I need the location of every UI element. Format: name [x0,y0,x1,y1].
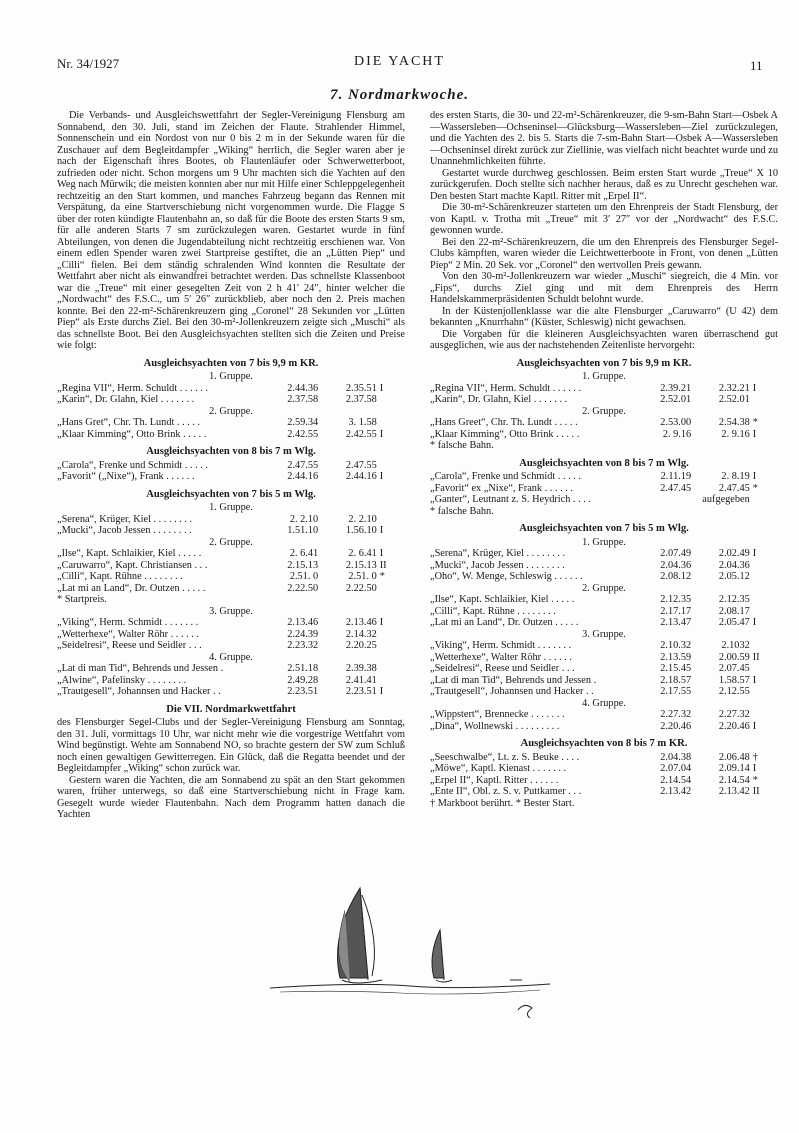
corrected-time: 2.05.47 [718,617,750,628]
sailed-time: 2.15.45 [660,663,692,674]
corrected-time: 2.37.58 [345,394,377,405]
sailed-time: 2.13.59 [660,651,692,663]
yacht-name: „Carola“, Frenke und Schmidt . . . . . [57,459,208,471]
group-label: 3. Gruppe. [582,628,626,640]
sailed-time: 2.44.36 [287,382,319,394]
sailed-time: 2.47.55 [287,459,319,471]
table-row [430,721,778,733]
place-mark: I [379,686,384,697]
yacht-name: „Ilse“, Kapt. Schlaikier, Kiel . . . . . [57,548,202,559]
corrected-time: 2.54.38 [718,417,750,428]
yacht-name: „Lat mi an Land“, Dr. Outzen . . . . . [57,582,206,594]
corrected-time: 2. 2.10 [348,513,377,525]
note-row [430,798,778,810]
results-heading: Ausgleichsyachten von 8 bis 7 m Wlg. [146,446,316,457]
yacht-name: „Karin“, Dr. Glahn, Kiel . . . . . . . [57,394,195,405]
note-row [57,594,405,606]
group-label: 2. Gruppe. [209,536,253,548]
corrected-time: 2.22.50 [345,582,377,594]
table-row [430,606,778,618]
corrected-time: 2.44.16 [345,471,377,482]
sailed-time: 2.24.39 [287,628,319,640]
corrected-time: 2.04.36 [718,559,750,571]
hull-1 [342,980,382,983]
table-row [57,394,405,406]
place-mark [380,640,405,652]
sailed-time: 2.51. 0 [289,571,319,582]
yacht-name: „Lat mi an Land“, Dr. Outzen . . . . . [430,617,579,628]
corrected-time: 2.23.51 [345,686,377,697]
group-label: 3. Gruppe. [209,605,253,617]
paragraph: Gestartet wurde durchweg geschlossen. Beim ersten Start wurde „Treue“ X 10 zurückgerufen. Doch stellte sich nachher heraus, daß es zu Unrecht geschehen war. Den besten Start machte Kaptl. Ritter mit „Erpel II“. [430,167,778,202]
place-mark: * [752,417,758,428]
yacht-name: „Viking“, Herm. Schmidt . . . . . . . [430,640,572,651]
paragraph: Gestern waren die Yachten, die am Sonnabend zu spät an den Start gekommen waren, früher unterwegs, so daß eine Startverschiebung nicht in Frage kam. Gesegelt wurde wieder Flautenbahn. Nach dem Programm hatten danach die Yachten [57,774,405,820]
sailed-time: 2.07.49 [660,548,692,559]
place-mark [753,606,778,618]
place-mark [753,571,778,583]
sailed-time: 2.13.42 [660,786,692,797]
group-label: 2. Gruppe. [582,405,626,417]
results-table [430,371,778,452]
yacht-name: „Cilli“, Kapt. Rühne . . . . . . . . [430,605,556,617]
corrected-time: 2. 6.41 [348,548,377,559]
place-mark [753,394,778,406]
sailed-time: 2.12.35 [660,594,692,605]
place-mark: * [752,482,758,494]
issue-number: Nr. 34/1927 [57,56,120,71]
sailed-time: 2.04.38 [660,751,692,763]
sailed-time: 2.49.28 [287,674,319,686]
place-mark [753,494,778,506]
corrected-time: 2.02.49 [718,548,750,559]
place-mark: I [752,428,757,440]
corrected-time: 2.20.25 [345,640,377,651]
sailed-time: 2.07.04 [660,763,692,774]
place-mark [380,417,405,429]
yacht-name: „Viking“, Herm. Schmidt . . . . . . . [57,617,199,628]
paragraph: In der Küstenjollenklasse war die alte Flensburger „Caruwarro“ (U 42) dem bekannten „Knurrhahn“ (Küster, Schleswig) nicht gewachsen. [430,305,778,328]
footnote: * falsche Bahn. [430,505,494,517]
table-row [57,514,405,526]
sailed-time: 2.59.34 [287,417,319,428]
place-mark: I [379,428,384,440]
place-mark: I [752,548,757,559]
results-table [430,752,778,810]
corrected-time: 2.35.51 [345,382,377,394]
yacht-name: „Ganter“, Leutnant z. S. Heydrich . . . . [430,494,591,505]
paragraph: des Flensburger Segel-Clubs und der Segler-Vereinigung Flensburg am Sonntag, den 31. Juli, vormittags 10 Uhr, war nicht mehr wie die vorgestrige Wettfahrt vom Wind begünstigt. Wehte am Sonnabend NO, so brachte gestern der SW zum Schluß noch einen gewaltigen Gewitterregen. Ein Glück, daß die Regatta beendet und der Begleitdampfer „Wiking“ schon zurück war. [57,717,405,774]
place-mark: * [752,774,758,786]
artist-signature [518,1005,532,1018]
results-table [430,537,778,733]
place-mark [380,394,405,406]
place-mark: I [379,548,384,559]
table-row [430,640,778,652]
sailed-time: 2.52.01 [660,394,692,405]
table-row [430,594,778,606]
group-row [430,583,778,595]
article-title: 7. Nordmarkwoche. [329,87,470,103]
place-mark: II [752,786,760,797]
results-heading: Ausgleichsyachten von 8 bis 7 m KR. [520,738,688,749]
paragraph: Die Vorgaben für die kleineren Ausgleichsyachten waren überraschend gut ausgeglichen, wie aus der nachstehenden Zeitenliste hervorgeht: [430,328,778,351]
table-row [57,548,405,560]
corrected-time: 3. 1.58 [348,417,377,428]
sailed-time: 2.18.57 [660,674,692,686]
yacht-name: „Mucki“, Jacob Jessen . . . . . . . . [430,559,565,571]
corrected-time: aufgegeben [702,494,750,505]
yacht-name: „Serena“, Krüger, Kiel . . . . . . . . [57,513,193,525]
magazine-title: DIE YACHT [354,54,445,69]
sailed-time: 2.20.46 [660,720,692,732]
yacht-name: „Ilse“, Kapt. Schlaikier, Kiel . . . . . [430,594,575,605]
corrected-time: 2.08.17 [718,605,750,617]
place-mark: I [379,617,384,628]
yacht-name: „Lat di man Tid“, Behrends und Jessen . [430,674,597,686]
corrected-time: 2.1032 [721,640,750,651]
sailed-time: 2. 9.16 [662,428,692,440]
yacht-name: „Wetterhexe“, Walter Röhr . . . . . . [430,651,572,663]
corrected-time: 2.32.21 [718,382,750,394]
sailboat-sketch [260,880,560,1020]
sailed-time: 2.27.32 [660,709,692,720]
yacht-name: „Caruwarro“, Kapt. Christiansen . . . [57,559,208,571]
sailed-time: 2.51.18 [287,663,319,674]
yacht-name: „Seidelresi“, Reese und Seidler . . . [430,663,575,674]
left-column [57,110,405,821]
corrected-time: 2.13.46 [345,617,377,628]
table-row [57,560,405,572]
corrected-time: 2.06.48 [718,751,750,763]
corrected-time: 2.12.35 [718,594,750,605]
footnote: † Markboot berührt. * Bester Start. [430,797,575,809]
sailed-time: 2. 6.41 [289,548,319,559]
page-number: 11 [750,58,763,73]
corrected-time: 2.12.55 [718,686,750,697]
footnote: * Startpreis. [57,594,107,605]
table-row [430,560,778,572]
yacht-name: „Trautgesell“, Johannsen und Hacker . . [57,686,221,697]
yacht-name: „Seeschwalbe“, Lt. z. S. Beuke . . . . [430,751,580,763]
table-row [57,617,405,629]
group-row [430,537,778,549]
place-mark: I [379,382,384,394]
corrected-time: 2.14.32 [345,628,377,640]
group-label: 1. Gruppe. [209,502,253,513]
table-row [430,763,778,775]
right-column [430,110,778,809]
sailed-time: 2.47.45 [660,482,692,494]
table-row [430,429,778,441]
table-row [430,663,778,675]
yacht-name: „Hans Gret“, Chr. Th. Lundt . . . . . [57,417,201,428]
corrected-time: 2.47.55 [345,459,377,471]
group-row [57,406,405,418]
group-row [57,606,405,618]
sailed-time: 2.13.47 [660,617,692,628]
place-mark: I [752,617,757,628]
sailed-time: 2.44.16 [287,471,319,482]
sailed-time: 2.13.46 [287,617,319,628]
sailed-time: 2.04.36 [660,559,692,571]
yacht-name: „Wippstert“, Brennecke . . . . . . . [430,709,565,720]
yacht-name: „Lat di man Tid“, Behrends und Jessen . [57,663,224,674]
table-row [430,483,778,495]
place-mark [753,686,778,698]
place-mark: I [379,525,384,536]
place-mark [380,629,405,641]
corrected-time: 2. 8.19 [721,471,750,482]
sailed-time: 2.39.21 [660,382,692,394]
paragraph: Von den 30-m²-Jollenkreuzern war wieder „Muschi“ siegreich, die 4 Min. vor „Fips“, durchs Ziel ging und mit dem Ehrenpreis des Herrn Handelskammerpräsidenten Schuldt belohnt wurde. [430,271,778,305]
sailed-time: 2.17.55 [660,686,692,697]
corrected-time: 2.15.13 [345,559,377,571]
yacht-name: „Dina“, Wollnewski . . . . . . . . . [430,720,560,732]
table-row [57,571,405,583]
group-label: 2. Gruppe. [582,582,626,594]
place-mark: I [752,471,757,482]
results-table [57,502,405,698]
table-row [430,652,778,664]
sailed-time: 2.08.12 [660,571,692,582]
table-row [430,686,778,698]
sailed-time: 2.14.54 [660,774,692,786]
table-row [57,417,405,429]
corrected-time: 2.41.41 [345,674,377,686]
table-row [430,752,778,764]
group-row [57,537,405,549]
table-row [430,471,778,483]
place-mark: I [752,720,757,732]
table-row [57,583,405,595]
corrected-time: 2.27.32 [718,709,750,720]
yacht-name: „Karin“, Dr. Glahn, Kiel . . . . . . . [430,394,568,405]
table-row [57,686,405,698]
place-mark: II [752,651,760,663]
group-row [57,502,405,514]
group-row [57,371,405,383]
place-mark [753,663,778,675]
sub-heading: Die VII. Nordmarkwettfahrt [166,703,296,715]
table-row [430,709,778,721]
corrected-time: 2.52.01 [718,394,750,405]
sailed-time: 2.23.32 [287,640,319,651]
results-heading: Ausgleichsyachten von 7 bis 9,9 m KR. [516,357,692,369]
place-mark [380,514,405,526]
sailed-time: 2.15.13 [287,559,319,571]
place-mark [753,594,778,606]
table-row [57,525,405,537]
corrected-time: 2.14.54 [718,774,750,786]
group-label: 1. Gruppe. [582,536,626,548]
yacht-name: „Trautgesell“, Johannsen und Hacker . . [430,686,594,697]
place-mark [753,560,778,572]
yacht-name: „Alwine“, Pafelinsky . . . . . . . . [57,674,187,686]
yacht-name: „Oho“, W. Menge, Schleswig . . . . . . [430,571,583,582]
group-row [430,698,778,710]
yacht-name: „Erpel II“, Kaptl. Ritter . . . . . . [430,774,559,786]
results-table [57,371,405,440]
yacht-name: „Regina VII“, Herm. Schuldt . . . . . . [430,382,582,394]
table-row [57,471,405,483]
sailed-time: 2. 2.10 [289,513,319,525]
place-mark: † [752,751,758,763]
group-label: 4. Gruppe. [209,651,253,663]
table-row [430,775,778,787]
table-row [430,617,778,629]
group-label: 1. Gruppe. [209,371,253,382]
place-mark [753,640,778,652]
yacht-name: „Ente II“, Obl. z. S. v. Puttkamer . . . [430,786,582,797]
group-row [430,371,778,383]
results-heading: Ausgleichsyachten von 7 bis 5 m Wlg. [146,488,316,500]
place-mark [380,583,405,595]
table-row [430,548,778,560]
yacht-name: „Seidelresi“, Reese und Seidler . . . [57,640,202,651]
yacht-name: „Mucki“, Jacob Jessen . . . . . . . . [57,525,192,536]
place-mark: II [379,559,387,571]
yacht-name: „Cilli“, Kapt. Rühne . . . . . . . . [57,571,183,582]
group-label: 1. Gruppe. [582,371,626,382]
yacht-name: „Serena“, Krüger, Kiel . . . . . . . . [430,548,566,559]
table-row [57,663,405,675]
place-mark: I [752,382,757,394]
corrected-time: 2.09.14 [718,763,750,774]
corrected-time: 2.05.12 [718,571,750,582]
sailed-time: 1.51.10 [287,525,319,536]
sailed-time: 2.17.17 [660,605,692,617]
mainsail-2 [432,930,444,978]
sailed-time: 2.37.58 [287,394,319,405]
sailed-time: 2.53.00 [660,417,692,428]
corrected-time: 2. 9.16 [721,428,750,440]
table-row [430,417,778,429]
corrected-time: 1.56.10 [345,525,377,536]
corrected-time: 2.13.42 [718,786,750,797]
yacht-name: „Klaar Kimming“, Otto Brink . . . . . [57,428,207,440]
group-label: 2. Gruppe. [209,405,253,417]
corrected-time: 1.58.57 [718,674,750,686]
place-mark: I [379,471,384,482]
place-mark: I [752,674,757,686]
horizon-line [270,984,550,988]
group-row [430,629,778,641]
paragraph: Die 30-m²-Schärenkreuzer starteten um den Ehrenpreis der Stadt Flensburg, der von Kaptl. v. Trotha mit „Treue“ mit 3′ 27″ vor der „Nordwacht“ des F.S.C. gewonnen wurde. [430,202,778,236]
place-mark [380,675,405,687]
group-row [430,406,778,418]
table-row [57,383,405,395]
paragraph: des ersten Starts, die 30- und 22-m²-Schärenkreuzer, die 9-sm-Bahn Start—Osbek A—Wassersleben—Ochseninsel—Glücksburg—Wassersleben—Ziel zurückzulegen, und die Yachten des 2. bis 5. Starts die 7-sm-Bahn Start—Osbek A—Wassersleben—Ochseninsel direkt zurück zur Ziellinie, was vielfach nicht beachtet wurde und zu Unannehmlichkeiten führte. [430,110,778,167]
table-row [430,675,778,687]
note-row [430,506,778,518]
place-mark [380,460,405,472]
paragraph: Bei den 22-m²-Schärenkreuzern, die um den Ehrenpreis des Flensburger Segel-Clubs kämpften, waren wieder die Leichtwetterboote in Front, von denen „Lütten Piep“ 2 Min. 20 Sek. vor „Coronel“ den wertvollen Preis gewann. [430,236,778,271]
sailed-time: 2.42.55 [287,428,319,440]
place-mark [380,663,405,675]
corrected-time: 2.47.45 [718,482,750,494]
results-table [430,471,778,517]
table-row [57,429,405,441]
yacht-name: „Favorit“ ex „Nixe“, Frank . . . . . . [430,482,573,494]
table-row [430,394,778,406]
corrected-time: 2.51. 0 [348,571,377,582]
place-mark [753,709,778,721]
group-label: 4. Gruppe. [582,697,626,709]
footnote: * falsche Bahn. [430,440,494,451]
sailed-time: 2.10.32 [660,640,692,651]
sailed-time [640,494,699,506]
yacht-name: „Möwe“, Kaptl. Kienast . . . . . . . [430,763,567,774]
yacht-name: „Wetterhexe“, Walter Röhr . . . . . . [57,628,199,640]
sailed-time: 2.22.50 [287,582,319,594]
yacht-name: „Favorit“ („Nixe“), Frank . . . . . . [57,471,195,482]
table-row [57,640,405,652]
table-row [57,629,405,641]
sailed-time: 2.23.51 [287,686,319,697]
table-row [430,494,778,506]
results-heading: Ausgleichsyachten von 7 bis 5 m Wlg. [519,523,689,534]
corrected-time: 2.07.45 [718,663,750,674]
corrected-time: 2.00.59 [718,651,750,663]
corrected-time: 2.42.55 [345,428,377,440]
yacht-name: „Regina VII“, Herm. Schuldt . . . . . . [57,382,209,394]
yacht-name: „Carola“, Frenke und Schmidt . . . . . [430,471,581,482]
sailed-time: 2.11.19 [660,471,692,482]
table-row [430,786,778,798]
corrected-time: 2.39.38 [345,663,377,674]
note-row [430,440,778,452]
yacht-name: „Klaar Kimming“, Otto Brink . . . . . [430,428,580,440]
hull-2 [436,980,452,982]
table-row [57,675,405,687]
corrected-time: 2.20.46 [718,720,750,732]
results-heading: Ausgleichsyachten von 8 bis 7 m Wlg. [519,457,689,469]
yacht-name: „Hans Greet“, Chr. Th. Lundt . . . . . [430,417,578,428]
place-mark: * [379,571,385,582]
table-row [430,571,778,583]
group-row [57,652,405,664]
results-heading: Ausgleichsyachten von 7 bis 9,9 m KR. [143,357,319,369]
table-row [430,383,778,395]
place-mark: I [752,763,757,774]
paragraph: Die Verbands- und Ausgleichswettfahrt der Segler-Vereinigung Flensburg am Sonnabend, den 30. Juli, stand im Zeichen der Flaute. Strahlender Himmel, Sonnenschein und ein Nordost von nur 0 bis 2 m in der Sekunde waren für die Zuschauer auf dem Begleitdampfer „Wiking“ herrlich, die Segler waren aber je nach der Eigenschaft ihres Bootes, ob Flautenläufer oder Schwerwetterboot, zufrieden oder nicht. Schon morgens um 9 Uhr machten sich die Yachten auf den Weg nach Mürwik; die meisten konnten aber nur mit Hilfe einer Schleppgelegenheit rechtzeitig an den Start kommen, und manches Fahrzeug begann das Rennen mit Verspätung, da eine Startverschiebung nicht vorgenommen wurde. Die Flagge S über der roten kündigte Flautenbahn an, so daß für die Boote des ersten Starts 9 sm, für alle anderen Starts 7 sm zurückzulegen waren. Gestartet wurde in fünf Abteilungen, von denen die Jugendabteilung nicht rechtzeitig erschienen war. Von einem edlen Spender waren zwei Startpreise gestiftet, die an „Lütten Piep“ und „Cilli“ fielen. Bei dem ständig schralenden Wind konnten die Resultate der Wettfahrt aber nicht als einwandfrei betrachtet werden. Das schnellste Klassenboot war die „Treue“ mit einer gesegelten Zeit von 2 h 41′ 24″, hinter welcher die „Nordwacht“ des F.S.C., um 5′ 26″ zurückblieb, aber noch den 2. Preis machen konnte. Bei den 22-m²-Schärenkreuzern ging „Coronel“ 28 Sekunden vor „Lütten Piep“ als Erste durchs Ziel. Bei den 30-m²-Jollenkreuzern zeigte sich „Muschi“ als das schnellste Boot. Bei den Ausgleichsyachten stellten sich die Zeiten und Preise wie folgt: [57,110,405,351]
results-table [57,460,405,483]
table-row [57,460,405,472]
